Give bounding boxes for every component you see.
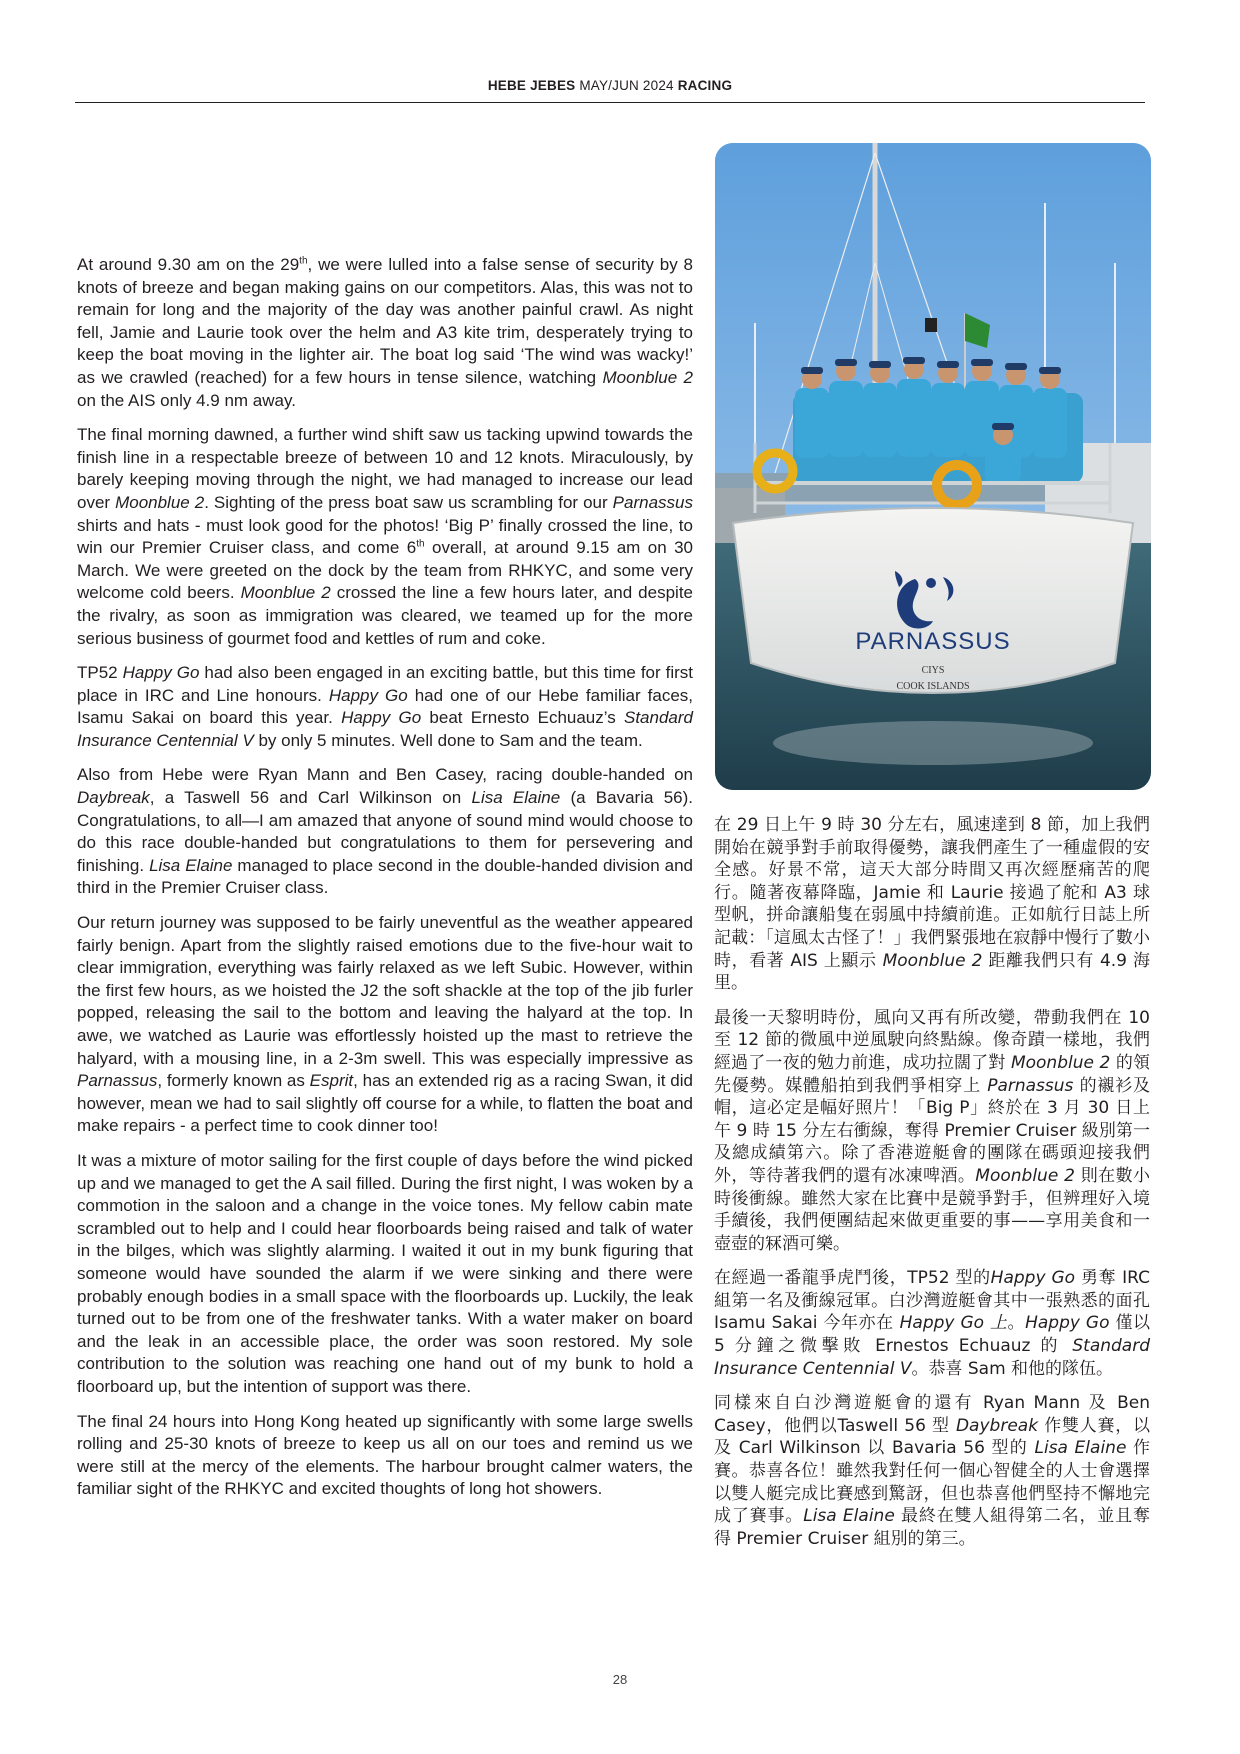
zh-paragraph-1: 在 29 日上午 9 時 30 分左右，風速達到 8 節，加上我們開始在競爭對手前取得優勢，讓我們產生了一種虛假的安全感。好景不常，這天大部分時間又再次經歷痛苦的爬行。隨著夜幕降臨，Jamie 和 Laurie 接過了舵和 A3 球型帆，拼命讓船隻在弱風中持續前進。正如航行日誌上所記載：「這風太古怪了！」我們緊張地在寂靜中慢行了數小時，看著 AIS 上顯示 Moonblue 2 距離我們只有 4.9 海里。 (714, 815, 1150, 994)
chinese-article-column (714, 814, 1150, 1562)
issue-date: MAY/JUN 2024 (579, 78, 674, 93)
crew-photo (715, 143, 1151, 790)
running-header (75, 78, 1145, 104)
en-paragraph-4: Also from Hebe were Ryan Mann and Ben Casey, racing double-handed on Daybreak, a Taswell 56 and Carl Wilkinson on Lisa Elaine (a Bavaria 56). Congratulations, to all—I am amazed that anyone of sound mind would choose to do this race double-handed but congratulations to them for persevering and finishing. Lisa Elaine managed to place second in the double-handed division and third in the Premier Cruiser class. (77, 765, 693, 898)
en-paragraph-7: The final 24 hours into Hong Kong heated up significantly with some large swells rolling and 25-30 knots of breeze to keep us all on our toes and remind us we were still at the mercy of the elements. The harbour brought calmer waters, the familiar sight of the RHKYC and excited thoughts of long hot showers. (77, 1411, 693, 1499)
en-paragraph-3: TP52 Happy Go had also been engaged in an exciting battle, but this time for first place in IRC and Line honours. Happy Go had one of our Hebe familiar faces, Isamu Sakai on board this year. Happy Go beat Ernesto Echuauz’s Standard Insurance Centennial V by only 5 minutes. Well done to Sam and the team. (77, 663, 694, 750)
boat-name-label: PARNASSUS (855, 628, 1011, 655)
header-rule (75, 102, 1145, 103)
zh-paragraph-4: 同樣來自白沙灣遊艇會的還有 Ryan Mann 及 Ben Casey，他們以Taswell 56 型 Daybreak 作雙人賽，以及 Carl Wilkinson 以 Bavaria 56 型的 Lisa Elaine 作賽。恭喜各位！雖然我對任何一個心智健全的人士會選擇以雙人艇完成比賽感到驚訝，但也恭喜他們堅持不懈地完成了賽事。Lisa Elaine 最終在雙人組得第二名，並且奪得 Premier Cruiser 組別的第三。 (714, 1393, 1151, 1549)
page-number: 28 (612, 1672, 628, 1687)
en-paragraph-2: The final morning dawned, a further wind shift saw us tacking upwind towards the finish line in a respectable breeze of between 10 and 12 knots. Miraculously, by barely keeping moving through the night, we had managed to increase our lead over Moonblue 2. Sighting of the press boat saw us scrambling for our Parnassus shirts and hats - must look good for the photos! ‘Big P’ finally crossed the line, to win our Premier Cruiser class, and come 6th overall, at around 9.15 am on 30 March. We were greeted on the dock by the team from RHKYC, and some very welcome cold beers. Moonblue 2 crossed the line a few hours later, and despite the rivalry, as soon as immigration was cleared, we teamed up for the more serious business of gourmet food and kettles of rum and coke. (77, 425, 693, 648)
section-name: RACING (677, 78, 733, 93)
zh-paragraph-3: 在經過一番龍爭虎鬥後，TP52 型的Happy Go 勇奪 IRC 組第一名及衝線冠軍。白沙灣遊艇會其中一張熟悉的面孔 Isamu Sakai 今年亦在 Happy Go 上。Happy Go 僅以 5 分鐘之微擊敗 Ernestos Echuauz 的 Standard Insurance Centennial V。恭喜 Sam 和他的隊伍。 (714, 1268, 1151, 1379)
en-paragraph-6: It was a mixture of motor sailing for the first couple of days before the wind picked up and we managed to get the A sail filled. During the first night, I was woken by a commotion in the saloon and a change in the voice tones. My fellow cabin mate scrambled out to help and I could hear floorboards being raised and talk of water in the bilges, which was slightly alarming. I waited it out in my bunk figuring that someone would have sounded the alarm if we were sinking and there were probably enough bodies in a small space with the floorboards up. Luckily, the leak turned out to be from one of the freshwater tanks. With a water maker on board and the leak in an accessible place, the order was soon restored. My sole contribution to the solution was reaching one hand out of my bunk to hold a floorboard up, but the intention of support was there. (77, 1150, 693, 1396)
magazine-name: HEBE JEBES (487, 78, 576, 93)
stern-registry-line2: COOK ISLANDS (896, 681, 970, 692)
english-article-column (77, 254, 693, 1513)
stern-registry-line1: CIYS (921, 665, 945, 676)
zh-paragraph-2: 最後一天黎明時份，風向又再有所改變，帶動我們在 10 至 12 節的微風中逆風駛向終點線。像奇蹟一樣地，我們經過了一夜的勉力前進，成功拉闊了對 Moonblue 2 的領先優勢。媒體船拍到我們爭相穿上 Parnassus 的襯衫及帽，這必定是幅好照片！「Big P」終於在 3 月 30 日上午 9 時 15 分左右衝線，奪得 Premier Cruiser 級別第一及總成績第六。除了香港遊艇會的團隊在碼頭迎接我們外，等待著我們的還有冰凍啤酒。Moonblue 2 則在數小時後衝線。雖然大家在比賽中是競爭對手，但辨理好入境手續後，我們便團結起來做更重要的事——享用美食和一壺壺的冧酒可樂。 (714, 1007, 1151, 1254)
en-paragraph-1: At around 9.30 am on the 29th, we were lulled into a false sense of security by 8 knots of breeze and began making gains on our competitors. Alas, this was not to remain for long and the majority of the day was another painful crawl. As night fell, Jamie and Laurie took over the helm and A3 kite trim, desperately trying to keep the boat moving in the lighter air. The boat log said ‘The wind was wacky!’ as we crawled (reached) for a few hours in tense silence, watching Moonblue 2 on the AIS only 4.9 nm away. (77, 255, 694, 410)
yacht-crew-illustration (715, 143, 1151, 790)
en-paragraph-5: Our return journey was supposed to be fairly uneventful as the weather appeared fairly benign. Apart from the slightly raised emotions due to the five-hour wait to clear immigration, everything was fairly relaxed as we left Subic. However, within the first few hours, as we hoisted the J2 the soft shackle at the top of the jib furler popped, releasing the sail to the bottom and leaving the halyard at the top. In awe, we watched as Laurie was effortlessly hoisted up the mast to retrieve the halyard, with a mousing line, in a 2-3m swell. This was especially impressive as Parnassus, formerly known as Esprit, has an extended rig as a racing Swan, it did however, mean we had to sail slightly off course for a while, to flatten the boat and make repairs - a perfect time to cook dinner too! (77, 913, 693, 1136)
